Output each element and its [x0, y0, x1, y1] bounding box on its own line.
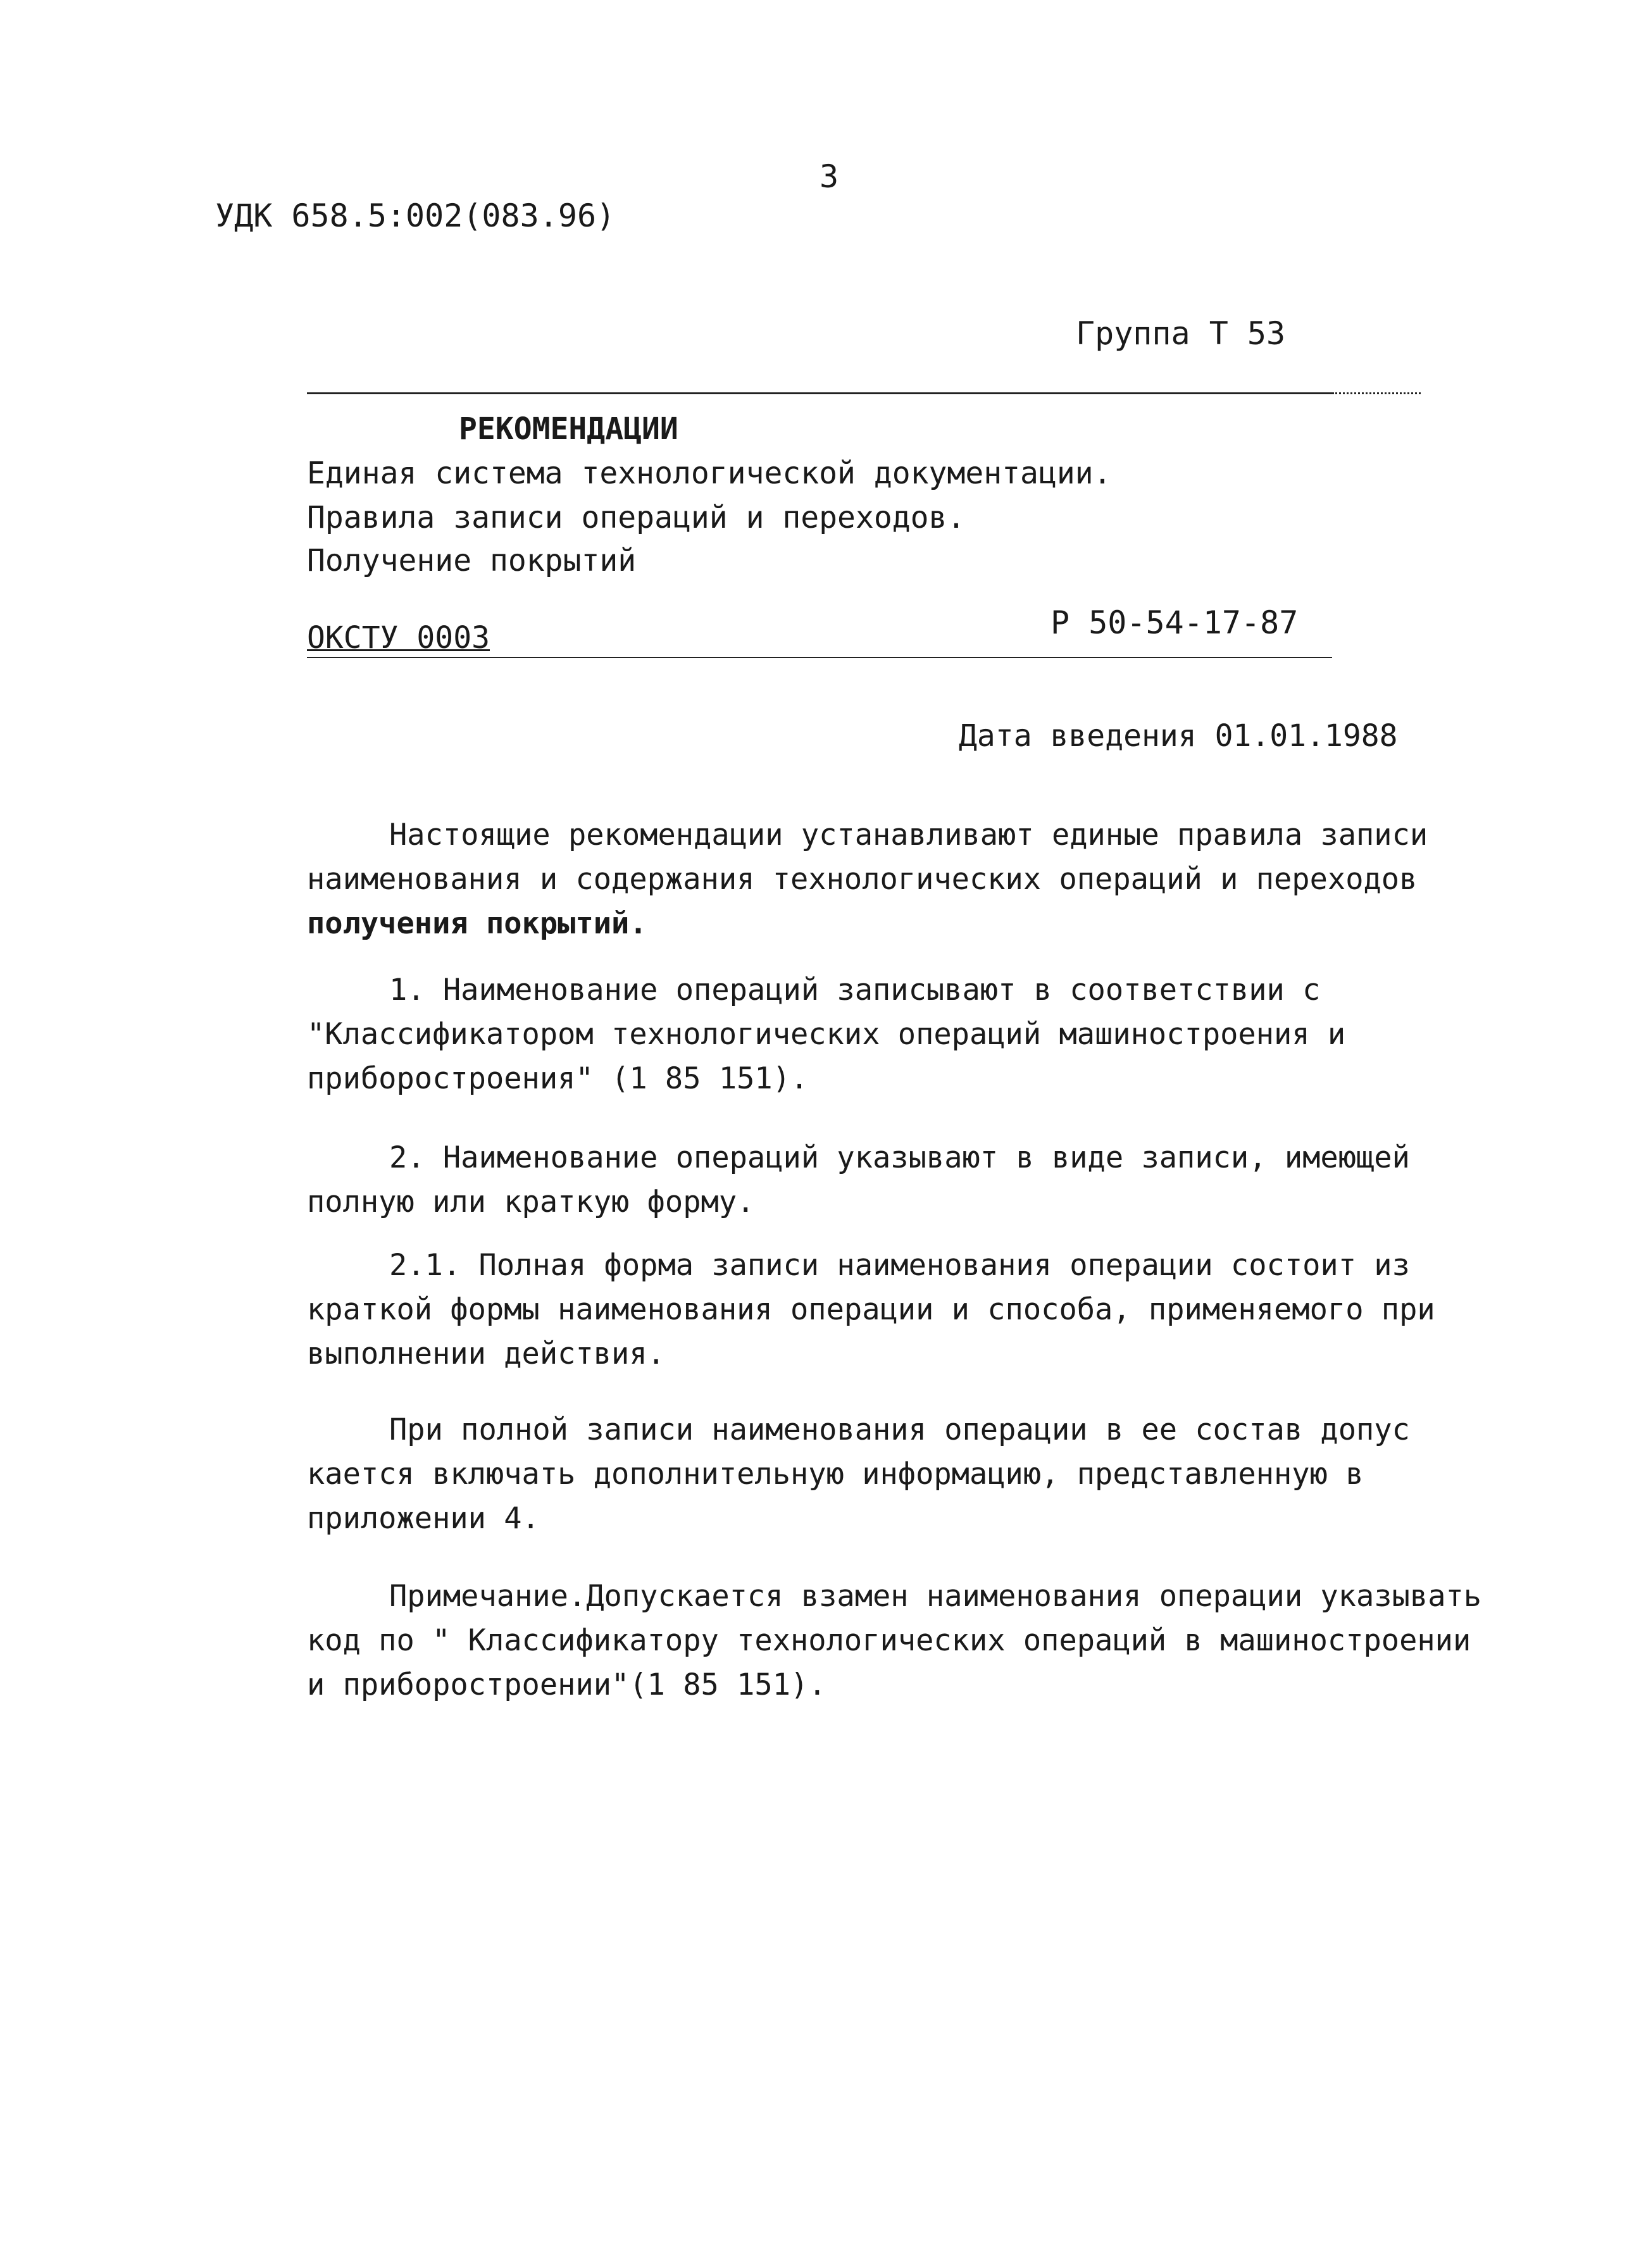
full-record-paragraph — [307, 1408, 1410, 1541]
item-2-line-1: 2. Наименование операций указывают в виде записи, имеющей — [389, 1140, 1410, 1175]
item-1-line-3: приборостроения" (1 85 151). — [307, 1061, 809, 1096]
note-line-3: и приборостроении"(1 85 151). — [307, 1667, 826, 1702]
document-title-line-3: Получение покрытий — [307, 543, 637, 578]
item-2-1-line-1: 2.1. Полная форма записи наименования операции состоит из — [389, 1248, 1410, 1283]
item-2-1-paragraph — [307, 1243, 1435, 1376]
note-line-1: Примечание.Допускается взамен наименования операции указывать — [389, 1579, 1482, 1614]
top-divider-tail — [1332, 392, 1421, 394]
item-1-line-1: 1. Наименование операций записывают в соответствии с — [389, 973, 1321, 1007]
okstu-code: ОКСТУ 0003 — [307, 620, 490, 656]
page-number: 3 — [820, 158, 839, 195]
full-record-line-2: кается включать дополнительную информацию, представленную в — [307, 1457, 1364, 1492]
item-2-paragraph — [307, 1136, 1410, 1224]
document-title-line-1: Единая система технологической документации. — [307, 456, 1112, 491]
bottom-divider — [307, 657, 1332, 658]
intro-paragraph — [307, 813, 1428, 946]
item-1-paragraph — [307, 968, 1345, 1101]
group-code: Группа Т 53 — [1076, 315, 1286, 352]
document-code: Р 50-54-17-87 — [1051, 604, 1299, 641]
full-record-line-1: При полной записи наименования операции в ее состав допус — [389, 1412, 1410, 1447]
intro-line-3: получения покрытий. — [307, 906, 647, 941]
note-paragraph — [307, 1574, 1481, 1707]
item-2-1-line-3: выполнении действия. — [307, 1336, 665, 1371]
item-1-line-2: "Классификатором технологических операций машиностроения и — [307, 1017, 1346, 1052]
intro-line-1: Настоящие рекомендации устанавливают единые правила записи — [389, 818, 1428, 852]
udk-code: УДК 658.5:002(083.96) — [215, 197, 616, 234]
document-type-heading: РЕКОМЕНДАЦИИ — [459, 411, 678, 447]
item-2-1-line-2: краткой формы наименования операции и способа, применяемого при — [307, 1292, 1435, 1327]
intro-line-2: наименования и содержания технологических операций и переходов — [307, 862, 1418, 897]
full-record-line-3: приложении 4. — [307, 1501, 540, 1536]
top-divider — [307, 392, 1332, 394]
item-2-line-2: полную или краткую форму. — [307, 1185, 755, 1219]
introduction-date: Дата введения 01.01.1988 — [959, 718, 1398, 754]
document-title-line-2: Правила записи операций и переходов. — [307, 500, 966, 535]
note-line-2: код по " Классификатору технологических операций в машиностроении — [307, 1623, 1471, 1658]
